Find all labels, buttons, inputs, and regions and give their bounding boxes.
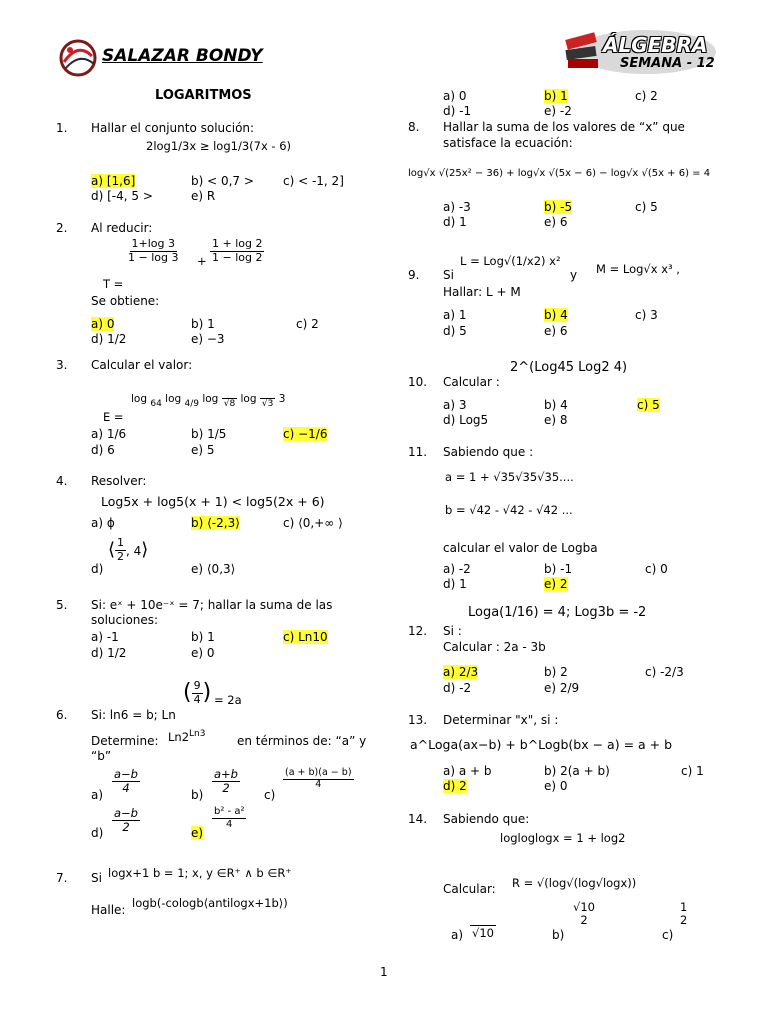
- q2-option-a: a) 0: [91, 317, 115, 331]
- q6-option-a-label: a): [91, 788, 104, 802]
- page-title: LOGARITMOS: [155, 88, 252, 103]
- q4-option-b: b) ⟨-2,3⟩: [191, 516, 240, 530]
- q10-expression: 2^(Log45 Log2 4): [510, 360, 628, 375]
- q9-option-b: b) 4: [544, 308, 568, 322]
- q6-b-den: 2: [222, 781, 230, 796]
- q6-option-c-frac: [283, 768, 354, 791]
- q7-number: 7.: [56, 871, 68, 885]
- q6-number: 6.: [56, 708, 68, 722]
- q6-option-c-label: c): [264, 788, 276, 802]
- q1-formula: 2log1/3x ≥ log1/3(7x - 6): [146, 139, 292, 153]
- q4-formula: Log5x + log5(x + 1) < log5(2x + 6): [101, 494, 325, 509]
- q2-option-d: d) 1/2: [91, 332, 127, 346]
- q4-text: Resolver:: [91, 474, 147, 488]
- brand-name: SALAZAR BONDY: [102, 46, 263, 66]
- brand-logo: [56, 38, 100, 78]
- q13-option-c: c) 1: [681, 764, 704, 778]
- q2-fraction-2: [210, 238, 264, 264]
- q14-text: Sabiendo que:: [443, 812, 530, 826]
- q8-text-2: satisface la ecuación:: [443, 136, 573, 150]
- q6-option-b-frac: [212, 768, 240, 795]
- q10-option-c: c) 5: [637, 398, 660, 412]
- q6-text: Si: ln6 = b; Ln: [91, 708, 176, 722]
- q5-option-b: b) 1: [191, 630, 215, 644]
- q9-option-d: d) 5: [443, 324, 467, 338]
- q4-d-den: 2: [117, 549, 125, 563]
- q5-option-c: c) Ln10: [283, 630, 328, 644]
- q11-a-definition: a = 1 + √35√35√35....: [445, 470, 574, 484]
- q14-number: 14.: [408, 812, 428, 826]
- q6-expr-base: Ln2: [168, 730, 190, 744]
- q4-option-d-value: ⟨ $\frac{1}{2}$ , 4⟩: [108, 536, 149, 563]
- q12-option-a: a) 2/3: [443, 665, 479, 679]
- q12-option-c: c) -2/3: [645, 665, 684, 679]
- q1-option-a: a) [1,6]: [91, 174, 136, 188]
- q2-f2-den: 1 − log 2: [212, 250, 263, 264]
- q13-text: Determinar "x", si :: [443, 713, 559, 727]
- q2-f2-num: 1 + log 2: [212, 237, 263, 250]
- q10-text: Calcular :: [443, 375, 500, 389]
- q9-option-c: c) 3: [635, 308, 658, 322]
- q14-r-definition: R = √(log√(log√logx)): [512, 876, 637, 890]
- q11-text: Sabiendo que :: [443, 445, 534, 459]
- q7-option-b: b) 1: [544, 89, 568, 103]
- q8-text-1: Hallar la suma de los valores de “x” que: [443, 120, 685, 134]
- q8-number: 8.: [408, 120, 420, 134]
- q1-number: 1.: [56, 121, 68, 135]
- q13-option-d: d) 2: [443, 779, 467, 793]
- q14-b-den: 2: [580, 913, 588, 928]
- q14-option-b-frac: [571, 901, 597, 927]
- q3-base-1: 64: [150, 399, 162, 409]
- q11-option-c: c) 0: [645, 562, 668, 576]
- q6-option-d-label: d): [91, 826, 104, 840]
- q5-option-d: d) 1/2: [91, 646, 127, 660]
- q10-option-b: b) 4: [544, 398, 568, 412]
- q3-option-c: c) −1/6: [283, 427, 328, 441]
- q5-text-1: Si: eˣ + 10e⁻ˣ = 7; hallar la suma de las: [91, 598, 333, 612]
- q10-option-d: d) Log5: [443, 413, 489, 427]
- q5-text-2: soluciones:: [91, 613, 159, 627]
- q3-option-a: a) 1/6: [91, 427, 127, 441]
- q1-option-e: e) R: [191, 189, 216, 203]
- q11-option-b: b) -1: [544, 562, 573, 576]
- q1-option-b: b) < 0,7 >: [191, 174, 254, 188]
- q14-c-den: 2: [680, 913, 688, 928]
- q7-halle: Halle:: [91, 903, 126, 917]
- q9-m-definition: M = Log√x x³ ,: [596, 262, 680, 276]
- q7-si: Si: [91, 871, 102, 885]
- q3-number: 3.: [56, 358, 68, 372]
- q12-option-d: d) -2: [443, 681, 472, 695]
- q2-plus: +: [197, 254, 207, 268]
- q6-frac-num: 9: [193, 679, 201, 692]
- q11-b-definition: b = √42 - √42 - √42 ...: [445, 503, 573, 517]
- q3-log-1: log: [131, 393, 148, 405]
- q6-option-d-frac: [112, 807, 140, 834]
- q2-t-label: T =: [103, 277, 124, 291]
- q5-number: 5.: [56, 598, 68, 612]
- q6-d-den: 2: [122, 820, 130, 835]
- q3-e-label: E =: [103, 410, 124, 424]
- q3-log-2: log: [165, 393, 182, 405]
- q4-d-rest: , 4: [126, 544, 142, 559]
- q6-determine: Determine:: [91, 734, 159, 748]
- q6-fraction: ( $\frac{9}{4}$ ): [183, 679, 212, 706]
- q13-formula: a^Loga(ax−b) + b^Logb(bx − a) = a + b: [410, 737, 673, 752]
- q11-calc: calcular el valor de Logba: [443, 541, 598, 555]
- q5-option-e: e) 0: [191, 646, 215, 660]
- week-label: SEMANA - 12: [620, 56, 715, 71]
- q8-option-c: c) 5: [635, 200, 658, 214]
- q14-formula: logloglogx = 1 + log2: [500, 831, 626, 845]
- q6-option-a-frac: [112, 768, 140, 795]
- q9-number: 9.: [408, 268, 420, 282]
- q14-calc: Calcular:: [443, 882, 496, 896]
- q2-fraction-1: [128, 238, 178, 264]
- q6-b-num: a+b: [214, 767, 238, 781]
- q4-option-d-label: d): [91, 562, 104, 576]
- q9-si: Si: [443, 268, 454, 282]
- q6-option-e-frac: [212, 806, 246, 830]
- q13-option-e: e) 0: [544, 779, 568, 793]
- q8-formula: log√x √(25x² − 36) + log√x √(5x − 6) − log√x √(5x + 6) = 4: [408, 168, 711, 179]
- q11-option-a: a) -2: [443, 562, 471, 576]
- q3-log-3: log: [202, 393, 219, 405]
- q4-d-num: 1: [117, 536, 125, 549]
- q3-base-2: 4/9: [184, 399, 199, 409]
- q14-option-b-label: b): [552, 928, 565, 942]
- q12-option-b: b) 2: [544, 665, 568, 679]
- q13-number: 13.: [408, 713, 428, 727]
- q8-option-d: d) 1: [443, 215, 467, 229]
- q8-option-a: a) -3: [443, 200, 471, 214]
- q6-determine-3: “b”: [91, 749, 112, 763]
- q11-option-e: e) 2: [544, 577, 568, 591]
- q6-expression: [168, 730, 205, 744]
- q4-number: 4.: [56, 474, 68, 488]
- q12-si: Si :: [443, 624, 462, 638]
- q10-option-a: a) 3: [443, 398, 467, 412]
- q9-hallar: Hallar: L + M: [443, 285, 521, 299]
- q7-expression: logb(-cologb⟨antilogx+1b⟩): [132, 896, 288, 910]
- q2-f1-num: 1+log 3: [131, 237, 175, 250]
- q7-option-d: d) -1: [443, 104, 472, 118]
- q6-e-num: b² - a²: [214, 806, 245, 817]
- q12-option-e: e) 2/9: [544, 681, 580, 695]
- q11-number: 11.: [408, 445, 428, 459]
- q14-c-num: 1: [680, 900, 688, 914]
- q3-base-4: √3: [261, 399, 274, 409]
- q6-frac-den: 4: [193, 692, 201, 706]
- q4-option-c: c) ⟨0,+∞ ⟩: [283, 516, 343, 530]
- q3-text: Calcular el valor:: [91, 358, 193, 372]
- q6-determine-2: en términos de: “a” y: [237, 734, 367, 748]
- q5-option-a: a) -1: [91, 630, 119, 644]
- q10-option-e: e) 8: [544, 413, 568, 427]
- q6-e-den: 4: [226, 818, 233, 830]
- q6-option-b-label: b): [191, 788, 204, 802]
- q2-text: Al reducir:: [91, 221, 153, 235]
- q12-formula: Loga(1/16) = 4; Log3b = -2: [468, 605, 647, 620]
- q1-option-c: c) < -1, 2]: [283, 174, 344, 188]
- q11-option-d: d) 1: [443, 577, 467, 591]
- q3-option-b: b) 1/5: [191, 427, 227, 441]
- q6-option-e-label: e): [191, 826, 204, 840]
- q6-a-num: a−b: [114, 767, 138, 781]
- q2-f1-den: 1 − log 3: [128, 250, 179, 264]
- q14-b-num: √10: [573, 900, 595, 914]
- q3-option-e: e) 5: [191, 443, 215, 457]
- q9-option-e: e) 6: [544, 324, 568, 338]
- q9-option-a: a) 1: [443, 308, 467, 322]
- q2-option-e: e) −3: [191, 332, 225, 346]
- q2-obtiene: Se obtiene:: [91, 294, 160, 308]
- q9-l-definition: L = Log√(1/x2) x²: [460, 254, 561, 268]
- course-title: ÁLGEBRA: [603, 33, 708, 57]
- q3-option-d: d) 6: [91, 443, 115, 457]
- q7-option-c: c) 2: [635, 89, 658, 103]
- q14-option-c-label: c): [662, 928, 674, 942]
- q6-a-den: 4: [122, 781, 130, 796]
- q12-number: 12.: [408, 624, 428, 638]
- q6-c-num: (a + b)(a − b): [285, 767, 352, 778]
- q2-number: 2.: [56, 221, 68, 235]
- q7-option-e: e) -2: [544, 104, 572, 118]
- q12-calc: Calcular : 2a - 3b: [443, 640, 546, 654]
- q8-option-e: e) 6: [544, 215, 568, 229]
- page-number: 1: [380, 965, 388, 979]
- q2-option-c: c) 2: [296, 317, 319, 331]
- q3-log-4: log: [240, 393, 257, 405]
- q13-option-a: a) a + b: [443, 764, 492, 778]
- q6-equals: = 2a: [214, 693, 242, 707]
- q14-option-a-label: a): [451, 928, 464, 942]
- q10-number: 10.: [408, 375, 428, 389]
- q6-c-den: 4: [315, 778, 322, 790]
- q9-y: y: [570, 268, 578, 282]
- q3-base-3: √8: [223, 399, 236, 409]
- q4-option-a: a) ϕ: [91, 516, 115, 530]
- q6-expr-sup: Ln3: [189, 729, 206, 739]
- q14-option-c-frac: [678, 901, 689, 927]
- q14-option-a-value: √10: [472, 926, 494, 940]
- q1-text: Hallar el conjunto solución:: [91, 121, 255, 135]
- q4-option-e: e) ⟨0,3⟩: [191, 562, 236, 576]
- q3-arg: 3: [278, 393, 286, 405]
- q2-option-b: b) 1: [191, 317, 215, 331]
- q7-condition: logx+1 b = 1; x, y ∈R⁺ ∧ b ∈R⁺: [108, 866, 292, 880]
- q6-d-num: a−b: [114, 806, 138, 820]
- q3-expression: [131, 393, 286, 409]
- q8-option-b: b) -5: [544, 200, 573, 214]
- q1-option-d: d) [-4, 5 >: [91, 189, 153, 203]
- q13-option-b: b) 2(a + b): [544, 764, 610, 778]
- q7-option-a: a) 0: [443, 89, 467, 103]
